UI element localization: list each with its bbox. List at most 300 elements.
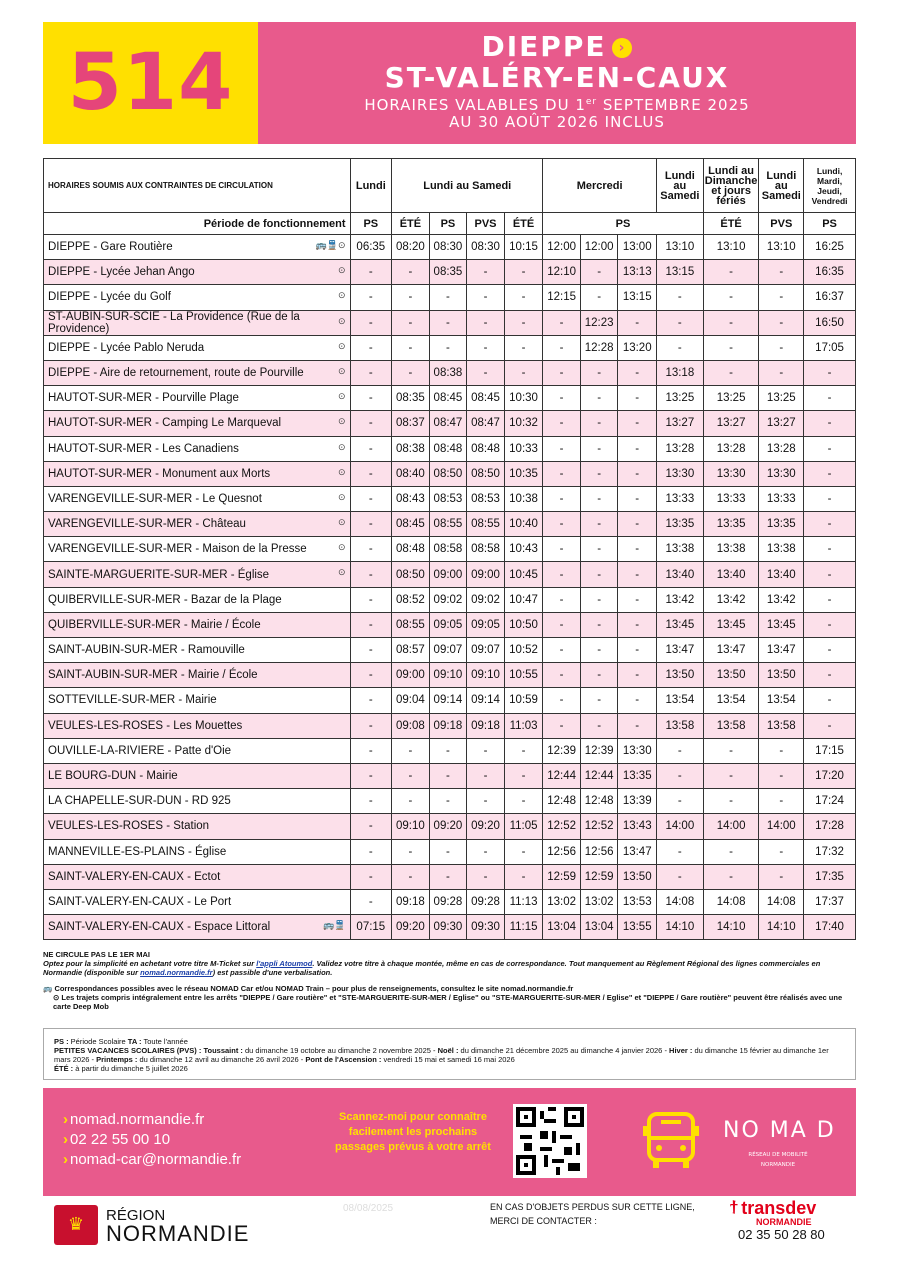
time-cell: - (804, 411, 856, 436)
time-cell: - (543, 411, 581, 436)
time-cell: 13:43 (618, 814, 657, 839)
time-cell: - (543, 713, 581, 738)
stop-name: VARENGEVILLE-SUR-MER - Château ⊙ (44, 512, 351, 537)
time-cell: 12:52 (543, 814, 581, 839)
time-cell: - (804, 386, 856, 411)
time-cell: 11:15 (504, 915, 543, 940)
time-cell: - (804, 512, 856, 537)
period: PS (350, 213, 392, 235)
time-cell: 09:28 (429, 889, 467, 914)
circulation-note: HORAIRES SOUMIS AUX CONTRAINTES DE CIRCULATION (44, 159, 351, 213)
time-cell: - (467, 285, 505, 310)
time-cell: - (429, 839, 467, 864)
table-row (44, 461, 856, 486)
time-cell: - (350, 713, 392, 738)
stop-icon: ⊙ (337, 542, 346, 553)
direction-arrow-icon: › (612, 38, 632, 58)
time-cell: - (580, 612, 618, 637)
table-row (44, 889, 856, 914)
time-cell: - (618, 461, 657, 486)
time-cell: 13:35 (656, 512, 703, 537)
time-cell: 08:48 (467, 436, 505, 461)
time-cell: 09:08 (392, 713, 430, 738)
time-cell: 08:45 (467, 386, 505, 411)
table-row (44, 285, 856, 310)
time-cell: 13:35 (618, 763, 657, 788)
time-cell: 09:14 (467, 688, 505, 713)
time-cell: - (467, 864, 505, 889)
mticket-note: Optez pour la simplicité en achetant votre titre M-Ticket sur l'appli Atoumod. Validez votre titre à chaque montée, même en cas de correspondance. Tout manquement au Règlement Régional des lignes commerciales en Normandie (disponible sur nomad.normandie.fr) est passible d'une verbalisation. (43, 959, 821, 977)
time-cell: - (392, 310, 430, 335)
stop-name: SAINT-AUBIN-SUR-MER - Ramouville (44, 638, 351, 663)
time-cell: - (804, 360, 856, 385)
time-cell: 13:40 (656, 562, 703, 587)
time-cell: 11:05 (504, 814, 543, 839)
time-cell: 09:00 (392, 663, 430, 688)
time-cell: - (580, 713, 618, 738)
time-cell: - (580, 486, 618, 511)
time-cell: 12:56 (543, 839, 581, 864)
time-cell: - (656, 789, 703, 814)
stop-icon: ⊙ (337, 265, 346, 276)
time-cell: 12:10 (543, 260, 581, 285)
time-cell: - (618, 411, 657, 436)
time-cell: 12:59 (543, 864, 581, 889)
time-cell: 13:47 (759, 638, 804, 663)
stop-icon: ⊙ (337, 441, 346, 452)
time-cell: 13:20 (618, 335, 657, 360)
time-cell: 13:58 (759, 713, 804, 738)
time-cell: - (580, 663, 618, 688)
time-cell: 08:47 (467, 411, 505, 436)
stop-name: VEULES-LES-ROSES - Les Mouettes (44, 713, 351, 738)
time-cell: 13:40 (759, 562, 804, 587)
stop-name: QUIBERVILLE-SUR-MER - Bazar de la Plage (44, 587, 351, 612)
website-link[interactable]: › nomad.normandie.fr (63, 1111, 205, 1128)
time-cell: 10:50 (504, 612, 543, 637)
time-cell: - (350, 335, 392, 360)
time-cell: - (543, 310, 581, 335)
time-cell: - (350, 889, 392, 914)
time-cell: 13:27 (703, 411, 759, 436)
time-cell: 14:10 (656, 915, 703, 940)
time-cell: - (804, 436, 856, 461)
time-cell: - (618, 386, 657, 411)
time-cell: 09:00 (429, 562, 467, 587)
time-cell: 08:30 (429, 235, 467, 260)
stop-name: LE BOURG-DUN - Mairie (44, 763, 351, 788)
time-cell: 13:13 (618, 260, 657, 285)
time-cell: - (543, 486, 581, 511)
day-group: Lundi au Dimanche et jours fériés (703, 159, 759, 213)
stop-name: LA CHAPELLE-SUR-DUN - RD 925 (44, 789, 351, 814)
time-cell: 13:47 (618, 839, 657, 864)
time-cell: - (504, 360, 543, 385)
time-cell: - (580, 436, 618, 461)
time-cell: 09:10 (429, 663, 467, 688)
time-cell: 10:47 (504, 587, 543, 612)
time-cell: 09:00 (467, 562, 505, 587)
stop-name: MANNEVILLE-ES-PLAINS - Église (44, 839, 351, 864)
time-cell: - (429, 738, 467, 763)
time-cell: 08:37 (392, 411, 430, 436)
time-cell: - (656, 285, 703, 310)
time-cell: 08:38 (429, 360, 467, 385)
time-cell: 12:00 (580, 235, 618, 260)
stop-name: SAINT-VALERY-EN-CAUX - Le Port (44, 889, 351, 914)
time-cell: 14:08 (656, 889, 703, 914)
time-cell: 13:30 (656, 461, 703, 486)
transdev-icon: ϯ (730, 1198, 738, 1218)
time-cell: 09:05 (429, 612, 467, 637)
time-cell: 13:38 (759, 537, 804, 562)
time-cell: 08:30 (467, 235, 505, 260)
time-cell: 09:18 (429, 713, 467, 738)
time-cell: 08:48 (429, 436, 467, 461)
time-cell: - (350, 587, 392, 612)
time-cell: - (350, 486, 392, 511)
time-cell: - (392, 360, 430, 385)
time-cell: 09:18 (467, 713, 505, 738)
time-cell: 13:30 (618, 738, 657, 763)
time-cell: - (350, 663, 392, 688)
time-cell: 12:28 (580, 335, 618, 360)
time-cell: - (580, 562, 618, 587)
time-cell: - (392, 738, 430, 763)
stop-name: VARENGEVILLE-SUR-MER - Le Quesnot ⊙ (44, 486, 351, 511)
time-cell: - (804, 587, 856, 612)
time-cell: 08:40 (392, 461, 430, 486)
period: PVS (759, 213, 804, 235)
time-cell: - (504, 260, 543, 285)
stop-name: QUIBERVILLE-SUR-MER - Mairie / École (44, 612, 351, 637)
chevron-right-icon: › (63, 1131, 68, 1148)
time-cell: - (543, 562, 581, 587)
time-cell: - (543, 638, 581, 663)
stop-name: DIEPPE - Lycée du Golf ⊙ (44, 285, 351, 310)
time-cell: 10:35 (504, 461, 543, 486)
time-cell: - (350, 612, 392, 637)
stop-icon: ⊙ (337, 491, 346, 502)
time-cell: - (618, 537, 657, 562)
time-cell: - (429, 335, 467, 360)
lions-icon: ♛ (54, 1205, 98, 1245)
time-cell: - (350, 436, 392, 461)
time-cell: 13:42 (703, 587, 759, 612)
nomad-logo: NO MA D (723, 1118, 836, 1143)
time-cell: 13:42 (656, 587, 703, 612)
time-cell: - (656, 335, 703, 360)
day-group: Lundi au Samedi (759, 159, 804, 213)
table-row (44, 638, 856, 663)
time-cell: - (580, 260, 618, 285)
time-cell: 08:38 (392, 436, 430, 461)
time-cell: 13:02 (580, 889, 618, 914)
stop-name: HAUTOT-SUR-MER - Les Canadiens ⊙ (44, 436, 351, 461)
time-cell: 13:30 (703, 461, 759, 486)
time-cell: 17:32 (804, 839, 856, 864)
period-label: Période de fonctionnement (44, 213, 351, 235)
time-cell: 09:18 (392, 889, 430, 914)
time-cell: - (580, 461, 618, 486)
time-cell: 13:27 (656, 411, 703, 436)
stop-icon: ⊙ (337, 517, 346, 528)
stop-name: VARENGEVILLE-SUR-MER - Maison de la Presse ⊙ (44, 537, 351, 562)
time-cell: - (429, 789, 467, 814)
time-cell: 07:15 (350, 915, 392, 940)
validity-line-2: AU 30 AOÛT 2026 INCLUS (449, 113, 665, 131)
time-cell: - (467, 360, 505, 385)
time-cell: 13:58 (656, 713, 703, 738)
time-cell: 13:04 (543, 915, 581, 940)
time-cell: - (703, 335, 759, 360)
stop-name: DIEPPE - Lycée Jehan Ango ⊙ (44, 260, 351, 285)
time-cell: 12:39 (543, 738, 581, 763)
time-cell: - (350, 386, 392, 411)
time-cell: 11:13 (504, 889, 543, 914)
time-cell: - (580, 411, 618, 436)
deepmob-note: ⊙ Les trajets compris intégralement entre les arrêts "DIEPPE / Gare routière" et "STE-MARGUERITE-SUR-MER / Eglise" ou "STE-MARGUERITE-SUR-MER / Eglise" et "DIEPPE / Gare routière" peuvent être réalisés avec une carte Deep Mob (53, 993, 843, 1011)
time-cell: 13:25 (703, 386, 759, 411)
table-row (44, 486, 856, 511)
time-cell: 12:44 (580, 763, 618, 788)
time-cell: 12:15 (543, 285, 581, 310)
time-cell: 13:25 (656, 386, 703, 411)
atoumod-link[interactable]: l'appli Atoumod (256, 959, 313, 968)
time-cell: 13:40 (703, 562, 759, 587)
time-cell: - (543, 537, 581, 562)
time-cell: 08:58 (429, 537, 467, 562)
time-cell: - (350, 260, 392, 285)
table-row (44, 562, 856, 587)
time-cell: - (350, 285, 392, 310)
time-cell: - (543, 688, 581, 713)
correspondance-note: 🚌 Correspondances possibles avec le réseau NOMAD Car et/ou NOMAD Train – pour plus de renseignements, consultez le site nomad.normandie.fr (43, 984, 574, 993)
time-cell: 13:38 (703, 537, 759, 562)
time-cell: - (804, 486, 856, 511)
time-cell: - (504, 839, 543, 864)
time-cell: 09:07 (467, 638, 505, 663)
time-cell: - (580, 537, 618, 562)
period: PS (429, 213, 467, 235)
day-group: Lundi, Mardi, Jeudi, Vendredi (804, 159, 856, 213)
time-cell: - (467, 839, 505, 864)
stop-icon: 🚌🚆⊙ (315, 240, 346, 250)
time-cell: 13:30 (759, 461, 804, 486)
time-cell: 08:35 (429, 260, 467, 285)
stop-name: SAINTE-MARGUERITE-SUR-MER - Église ⊙ (44, 562, 351, 587)
time-cell: 13:45 (759, 612, 804, 637)
stop-icon: ⊙ (337, 391, 346, 402)
stop-icon: ⊙ (337, 466, 346, 477)
transdev-contact: ϯ transdev NORMANDIE 02 35 50 28 80 (730, 1198, 840, 1242)
stop-name: DIEPPE - Lycée Pablo Neruda ⊙ (44, 335, 351, 360)
time-cell: 13:04 (580, 915, 618, 940)
time-cell: 10:32 (504, 411, 543, 436)
time-cell: - (703, 763, 759, 788)
time-cell: 13:28 (703, 436, 759, 461)
time-cell: 17:24 (804, 789, 856, 814)
time-cell: - (580, 688, 618, 713)
time-cell: 14:08 (759, 889, 804, 914)
day-group: Mercredi (543, 159, 657, 213)
table-row (44, 839, 856, 864)
time-cell: - (350, 738, 392, 763)
time-cell: - (350, 638, 392, 663)
time-cell: 08:50 (467, 461, 505, 486)
time-cell: - (504, 789, 543, 814)
time-cell: 08:35 (392, 386, 430, 411)
time-cell: - (580, 512, 618, 537)
time-cell: 17:28 (804, 814, 856, 839)
table-row (44, 386, 856, 411)
time-cell: 13:33 (703, 486, 759, 511)
time-cell: - (703, 864, 759, 889)
time-cell: 13:35 (759, 512, 804, 537)
phone-link[interactable]: › 02 22 55 00 10 (63, 1131, 171, 1148)
validity-line-1: HORAIRES VALABLES DU 1er SEPTEMBRE 2025 (364, 96, 750, 114)
deepmob-icon: ⊙ (53, 993, 62, 1002)
stop-name: ST-AUBIN-SUR-SCIE - La Providence (Rue de la Providence) ⊙ (44, 310, 351, 335)
time-cell: 09:02 (467, 587, 505, 612)
nomad-link[interactable]: nomad.normandie.fr (140, 968, 213, 977)
time-cell: - (543, 386, 581, 411)
time-cell: - (618, 512, 657, 537)
time-cell: - (618, 587, 657, 612)
time-cell: 09:07 (429, 638, 467, 663)
time-cell: 14:00 (759, 814, 804, 839)
day-group: Lundi (350, 159, 392, 213)
time-cell: - (350, 310, 392, 335)
time-cell: - (350, 360, 392, 385)
time-cell: - (350, 688, 392, 713)
time-cell: - (543, 360, 581, 385)
time-cell: 08:53 (429, 486, 467, 511)
table-row (44, 789, 856, 814)
time-cell: - (804, 688, 856, 713)
qr-code[interactable] (513, 1104, 587, 1178)
time-cell: - (543, 436, 581, 461)
time-cell: - (618, 663, 657, 688)
time-cell: 13:58 (703, 713, 759, 738)
time-cell: 14:08 (703, 889, 759, 914)
time-cell: - (543, 512, 581, 537)
time-cell: 16:25 (804, 235, 856, 260)
time-cell: 10:45 (504, 562, 543, 587)
scan-text: Scannez-moi pour connaître facilement les prochains passages prévus à votre arrêt (335, 1111, 491, 1153)
time-cell: 13:50 (703, 663, 759, 688)
time-cell: - (759, 763, 804, 788)
time-cell: - (656, 864, 703, 889)
time-cell: 08:55 (467, 512, 505, 537)
stop-name: DIEPPE - Aire de retournement, route de Pourville ⊙ (44, 360, 351, 385)
route-title (258, 22, 856, 144)
email-link[interactable]: › nomad-car@normandie.fr (63, 1151, 242, 1168)
time-cell: 08:53 (467, 486, 505, 511)
time-cell: 09:20 (429, 814, 467, 839)
no-service-note: NE CIRCULE PAS LE 1ER MAI (43, 950, 150, 959)
stop-icon: ⊙ (337, 416, 346, 427)
time-cell: 14:00 (703, 814, 759, 839)
time-cell: - (543, 461, 581, 486)
time-cell: 14:10 (759, 915, 804, 940)
time-cell: - (656, 763, 703, 788)
time-cell: - (467, 789, 505, 814)
time-cell: 12:56 (580, 839, 618, 864)
region-normandie-logo: ♛ RÉGION NORMANDIE (52, 1205, 252, 1245)
time-cell: 13:45 (656, 612, 703, 637)
time-cell: 09:10 (392, 814, 430, 839)
bus-train-icon: 🚌 (43, 984, 55, 993)
time-cell: 08:50 (392, 562, 430, 587)
table-row (44, 310, 856, 335)
time-cell: - (703, 285, 759, 310)
time-cell: - (580, 360, 618, 385)
time-cell: - (392, 763, 430, 788)
transdev-phone[interactable]: 02 35 50 28 80 (738, 1227, 825, 1242)
stop-name: SOTTEVILLE-SUR-MER - Mairie (44, 688, 351, 713)
time-cell: 12:48 (580, 789, 618, 814)
table-row (44, 512, 856, 537)
time-cell: 08:45 (429, 386, 467, 411)
day-group: Lundi au Samedi (656, 159, 703, 213)
time-cell: - (580, 285, 618, 310)
time-cell: 13:02 (543, 889, 581, 914)
time-cell: - (392, 285, 430, 310)
time-cell: 13:54 (656, 688, 703, 713)
time-cell: - (543, 663, 581, 688)
time-cell: 13:39 (618, 789, 657, 814)
time-cell: - (759, 310, 804, 335)
time-cell: 09:28 (467, 889, 505, 914)
time-cell: - (392, 789, 430, 814)
time-cell: - (618, 612, 657, 637)
time-cell: - (618, 486, 657, 511)
table-row (44, 537, 856, 562)
time-cell: 08:47 (429, 411, 467, 436)
line-number: 514 (43, 22, 258, 144)
time-cell: - (392, 839, 430, 864)
time-cell: 10:30 (504, 386, 543, 411)
time-cell: 13:50 (618, 864, 657, 889)
time-cell: - (392, 260, 430, 285)
time-cell: 08:50 (429, 461, 467, 486)
stop-name: HAUTOT-SUR-MER - Pourville Plage ⊙ (44, 386, 351, 411)
time-cell: 12:52 (580, 814, 618, 839)
time-cell: 08:48 (392, 537, 430, 562)
time-cell: 09:05 (467, 612, 505, 637)
stop-name: VEULES-LES-ROSES - Station (44, 814, 351, 839)
time-cell: 13:33 (759, 486, 804, 511)
time-cell: 13:42 (759, 587, 804, 612)
time-cell: 13:15 (618, 285, 657, 310)
table-row (44, 260, 856, 285)
time-cell: - (804, 537, 856, 562)
stop-name: SAINT-VALERY-EN-CAUX - Ectot (44, 864, 351, 889)
period: PVS (467, 213, 505, 235)
time-cell: - (804, 638, 856, 663)
time-cell: 13:53 (618, 889, 657, 914)
time-cell: - (580, 386, 618, 411)
time-cell: - (703, 738, 759, 763)
table-row (44, 612, 856, 637)
time-cell: 13:45 (703, 612, 759, 637)
time-cell: 16:35 (804, 260, 856, 285)
time-cell: - (703, 839, 759, 864)
time-cell: 09:10 (467, 663, 505, 688)
time-cell: - (618, 310, 657, 335)
footer-banner (43, 1088, 856, 1196)
